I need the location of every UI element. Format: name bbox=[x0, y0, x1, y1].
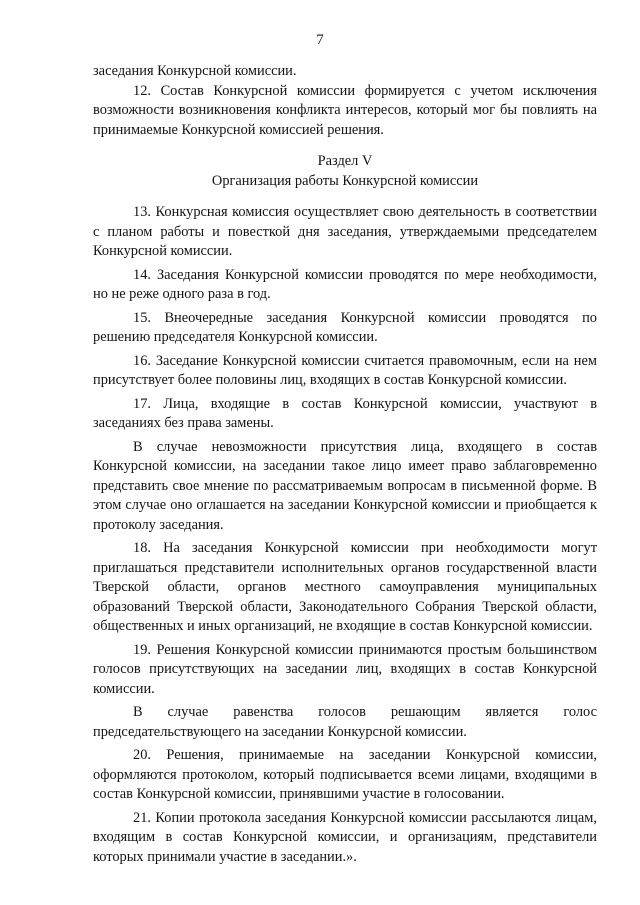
section-title: Организация работы Конкурсной комиссии bbox=[211, 172, 479, 189]
paragraph-12: 12. Состав Конкурсной комиссии формируется с учетом исключения возможности возникновения конфликта интересов, который мог бы повлиять на принимаемые Конкурсной комиссией решения. bbox=[93, 82, 597, 138]
paragraph-19: 19. Решения Конкурсной комиссии принимаются простым большинством голосов присутствующих на заседании лиц, входящих в состав Конкурсной комиссии. bbox=[93, 641, 597, 697]
paragraph-15: 15. Внеочередные заседания Конкурсной комиссии проводятся по решению председателя Конкурсной комиссии. bbox=[93, 309, 597, 345]
paragraph-18: 18. На заседания Конкурсной комиссии при необходимости могут приглашаться представители исполнительных органов государственной власти Тверской области, органов местного самоуправления муниципальных образований Тверской области, Законодательного Собрания Тверской области, общественных и иных организаций, не входящие в состав Конкурсной комиссии. bbox=[93, 540, 597, 634]
paragraph-continuation: заседания Конкурсной комиссии. bbox=[93, 63, 297, 79]
paragraph-14: 14. Заседания Конкурсной комиссии проводятся по мере необходимости, но не реже одного раза в год. bbox=[93, 266, 597, 302]
paragraph-17-case: В случае невозможности присутствия лица, входящего в состав Конкурсной комиссии, на заседании такое лицо имеет право заблаговременно представить свое мнение по рассматриваемым вопросам в письменной форме. В этом случае оно оглашается на заседании Конкурсной комиссии и приобщается к протоколу заседания. bbox=[93, 438, 597, 533]
paragraph-20: 20. Решения, принимаемые на заседании Конкурсной комиссии, оформляются протоколом, который подписывается всеми лицами, входящими в состав Конкурсной комиссии, принявшими участие в голосовании. bbox=[93, 747, 597, 802]
paragraph-19-case: В случае равенства голосов решающим является голос председательствующего на заседании Конкурсной комиссии. bbox=[93, 704, 597, 740]
paragraph-13: 13. Конкурсная комиссия осуществляет свою деятельность в соответствии с планом работы и повесткой дня заседания, утверждаемыми председателем Конкурсной комиссии. bbox=[93, 204, 597, 259]
section-number: Раздел V bbox=[317, 153, 373, 169]
page-number: 7 bbox=[316, 32, 324, 48]
document-body bbox=[93, 62, 597, 867]
paragraph-16: 16. Заседание Конкурсной комиссии считается правомочным, если на нем присутствует более половины лиц, входящих в состав Конкурсной комиссии. bbox=[93, 352, 597, 388]
paragraph-17: 17. Лица, входящие в состав Конкурсной комиссии, участвуют в заседаниях без права замены. bbox=[93, 395, 597, 431]
paragraph-21: 21. Копии протокола заседания Конкурсной комиссии рассылаются лицам, входящим в состав Конкурсной комиссии, и организациям, представители которых принимали участие в заседании.». bbox=[93, 809, 597, 865]
